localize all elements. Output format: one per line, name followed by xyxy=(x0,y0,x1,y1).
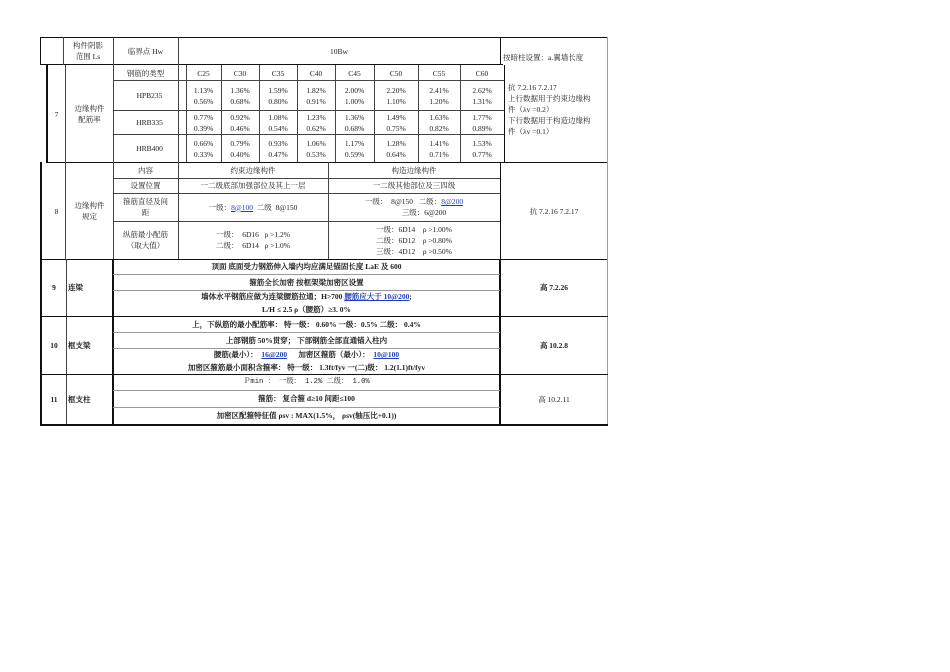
ratio-constrained: 1.23% xyxy=(306,112,326,122)
ratio-structural: 0.71% xyxy=(429,149,449,159)
ratio-structural: 0.91% xyxy=(306,96,326,106)
header-10bw: 10Bw xyxy=(330,46,348,56)
row7-type-label: 钢筋的类型 xyxy=(126,68,165,78)
ratio-structural: 0.53% xyxy=(306,149,326,159)
row10-note: 高 10.2.8 xyxy=(539,340,569,350)
ratio-cell xyxy=(460,111,504,134)
ratio-structural: 0.56% xyxy=(193,96,214,106)
row9-l2: 箍筋全长加密 按框架梁加密区设置 xyxy=(249,277,364,287)
ratio-constrained: 1.82% xyxy=(306,85,326,95)
ratio-constrained: 1.53% xyxy=(472,138,492,148)
header-ls: 构件阴影 范围 Ls xyxy=(73,41,103,61)
row8-stir-label: 箍筋直径及间 距 xyxy=(123,197,168,217)
ratio-structural: 1.10% xyxy=(386,96,406,106)
row9-l3: 墙体水平钢筋应做为连梁腰筋拉通；H>700 腰筋应大于 10@200 ; xyxy=(201,292,412,301)
waist-bar-link[interactable]: 腰筋应大于 10@200 xyxy=(344,292,410,301)
ratio-cell xyxy=(374,81,418,110)
row8-stir-s: 一级： 8@150 二级：8@200 三级：6@200 xyxy=(364,197,464,217)
stir-s-link[interactable]: 8@200 xyxy=(441,197,464,206)
ratio-cell xyxy=(221,81,259,110)
ratio-constrained: 1.28% xyxy=(386,138,406,148)
ratio-cell xyxy=(335,111,374,134)
ratio-constrained: 1.13% xyxy=(193,85,214,95)
row9-note: 高 7.2.26 xyxy=(539,283,569,292)
row9-no: 9 xyxy=(52,283,56,292)
steel-type: HPB235 xyxy=(136,91,163,100)
ratio-cell xyxy=(221,135,259,162)
ratio-constrained: 2.62% xyxy=(472,85,492,95)
ratio-structural: 0.39% xyxy=(193,123,214,133)
row7-name: 边缘构件 配筋率 xyxy=(74,104,105,124)
ratio-cell xyxy=(418,135,460,162)
ratio-structural: 0.80% xyxy=(268,96,288,106)
ratio-cell xyxy=(418,81,460,110)
row8-stir-c: 一级： 8@100 二级 8@150 xyxy=(208,202,298,212)
steel-type: HRB400 xyxy=(136,144,163,153)
row9-l4: L/H ≤ 2.5 ρ（腰筋）≥3. 0% xyxy=(262,305,351,314)
ratio-constrained: 0.93% xyxy=(268,138,288,148)
ratio-structural: 0.33% xyxy=(193,149,214,159)
ratio-constrained: 1.49% xyxy=(386,112,406,122)
ratio-cell xyxy=(186,135,221,162)
ratio-constrained: 1.36% xyxy=(344,112,365,122)
ratio-constrained: 1.08% xyxy=(268,112,288,122)
ratio-constrained: 2.20% xyxy=(386,85,406,95)
ratio-structural: 0.47% xyxy=(268,149,288,159)
row8-h-constrained: 约束边缘构件 xyxy=(230,166,276,175)
ratio-constrained: 1.17% xyxy=(344,138,365,148)
grade-header: C45 xyxy=(348,68,361,78)
ratio-cell xyxy=(297,111,335,134)
ratio-cell xyxy=(460,135,504,162)
ratio-constrained: 0.92% xyxy=(230,112,250,122)
grade-header: C30 xyxy=(233,68,247,78)
grade-header: C40 xyxy=(309,68,323,78)
ratio-cell xyxy=(259,135,297,162)
ratio-cell xyxy=(335,81,374,110)
row10-l2: 上部钢筋 50%贯穿； 下部钢筋全部直通锚入柱内 xyxy=(225,335,388,345)
ratio-cell xyxy=(335,135,374,162)
header-hw: 临界点 Hw xyxy=(127,46,164,56)
row8-pos-s: 一二级其他部位及三四级 xyxy=(372,181,456,190)
row10-l4: 加密区箍筋最小面积含箍率： 特一级： 1.3ft/fyv 一(二)级： 1.2(1.1)ft/fyv xyxy=(187,363,426,372)
row8-pos-c: 一二级底部加强部位及其上一层 xyxy=(200,181,306,190)
row10-l1: 上，下纵筋的最小配筋率： 特一级： 0.60% 一级：0.5% 二级： 0.4% xyxy=(192,319,421,329)
row8-long-label: 纵筋最小配筋 （取大值） xyxy=(123,230,168,250)
ratio-structural: 0.40% xyxy=(230,149,250,159)
row8-h-structural: 构造边缘构件 xyxy=(391,166,437,175)
row11-no: 11 xyxy=(50,394,58,404)
ratio-structural: 1.00% xyxy=(344,96,365,106)
ratio-structural: 0.82% xyxy=(429,123,449,133)
grade-header: C35 xyxy=(271,68,285,78)
ratio-constrained: 1.36% xyxy=(230,85,250,95)
row8-pos-label: 设置位置 xyxy=(130,181,161,190)
row9-l1: 顶面 底面受力钢筋伸入墙内均应满足锚固长度 LaE 及 600 xyxy=(211,262,402,271)
ratio-cell xyxy=(259,81,297,110)
ratio-constrained: 1.77% xyxy=(472,112,492,122)
row10-no: 10 xyxy=(50,340,58,350)
ratio-cell xyxy=(374,111,418,134)
ratio-constrained: 0.66% xyxy=(193,138,214,148)
row7-no: 7 xyxy=(54,109,59,119)
stir-c-link[interactable]: 8@100 xyxy=(231,202,253,212)
row8-note: 抗 7.2.16 7.2.17 xyxy=(529,206,579,216)
ratio-constrained: 0.77% xyxy=(193,112,214,122)
ratio-structural: 1.20% xyxy=(429,96,449,106)
ratio-structural: 0.62% xyxy=(306,123,326,133)
ratio-cell xyxy=(374,135,418,162)
ratio-cell xyxy=(221,111,259,134)
ratio-cell xyxy=(297,135,335,162)
waist-link[interactable]: 16@200 xyxy=(261,350,288,359)
row10-name: 框支梁 xyxy=(68,340,91,350)
ratio-cell xyxy=(259,111,297,134)
row10-l3: 腰筋(最小）： 16@200 加密区箍筋（最小）： 10@100 xyxy=(213,350,400,359)
ratio-structural: 0.59% xyxy=(344,149,365,159)
row11-note: 高 10.2.11 xyxy=(538,394,570,404)
row11-l2: 箍筋： 复合箍 d≥10 间距≤100 xyxy=(258,394,355,403)
ratio-constrained: 1.59% xyxy=(268,85,288,95)
ratio-cell xyxy=(186,81,221,110)
ratio-structural: 0.46% xyxy=(230,123,250,133)
grade-header: C50 xyxy=(389,68,403,78)
stirrup-link[interactable]: 10@100 xyxy=(373,350,400,359)
ratio-constrained: 1.63% xyxy=(429,112,449,122)
grade-header: C55 xyxy=(432,68,446,78)
row8-h-content: 内容 xyxy=(138,166,153,175)
ratio-constrained: 0.79% xyxy=(230,138,250,148)
row8-no: 8 xyxy=(54,206,59,216)
row9-name: 连梁 xyxy=(68,283,83,292)
ratio-cell xyxy=(186,111,221,134)
grade-header: C60 xyxy=(475,68,489,78)
ratio-constrained: 2.00% xyxy=(344,85,365,95)
header-note: 按暗柱设置：a.翼墙长度 xyxy=(503,52,584,62)
row7-note: 抗 7.2.16 7.2.17 上行数据用于约束边缘构 件（λv =0.2） 下行数据用于构造边缘构 件（λv =0.1） xyxy=(508,83,591,136)
ratio-structural: 0.68% xyxy=(230,96,250,106)
ratio-constrained: 1.41% xyxy=(429,138,449,148)
steel-type: HRB335 xyxy=(136,118,163,127)
ratio-cell xyxy=(418,111,460,134)
ratio-constrained: 2.41% xyxy=(429,85,449,95)
grade-header: C25 xyxy=(197,68,210,78)
ratio-structural: 1.31% xyxy=(472,96,492,106)
ratio-cell xyxy=(460,81,504,110)
ratio-constrained: 1.06% xyxy=(306,138,326,148)
ratio-structural: 0.89% xyxy=(472,123,492,133)
ratio-cell xyxy=(297,81,335,110)
ratio-structural: 0.75% xyxy=(386,123,406,133)
ratio-structural: 0.64% xyxy=(386,149,406,159)
ratio-structural: 0.54% xyxy=(268,123,288,133)
row11-l3: 加密区配箍特征值 ρsv : MAX(1.5%， ρsv(轴压比+0.1)) xyxy=(216,411,397,420)
ratio-structural: 0.68% xyxy=(344,123,365,133)
row8-name: 边缘构件 规定 xyxy=(74,201,105,221)
row8-long-c: 一级： 6D16 ρ >1.2% 二级： 6D14 ρ >1.0% xyxy=(215,230,290,250)
row11-name: 框支柱 xyxy=(68,394,91,404)
ratio-structural: 0.77% xyxy=(472,149,492,159)
row8-long-s: 一级：6D14 ρ >1.00% 二级：6D12 ρ >0.80% 三级：4D12 ρ >0.50% xyxy=(376,224,452,256)
row11-l1: Ｐmin ： 一级： 1.2% 二级： 1.0% xyxy=(243,377,370,386)
